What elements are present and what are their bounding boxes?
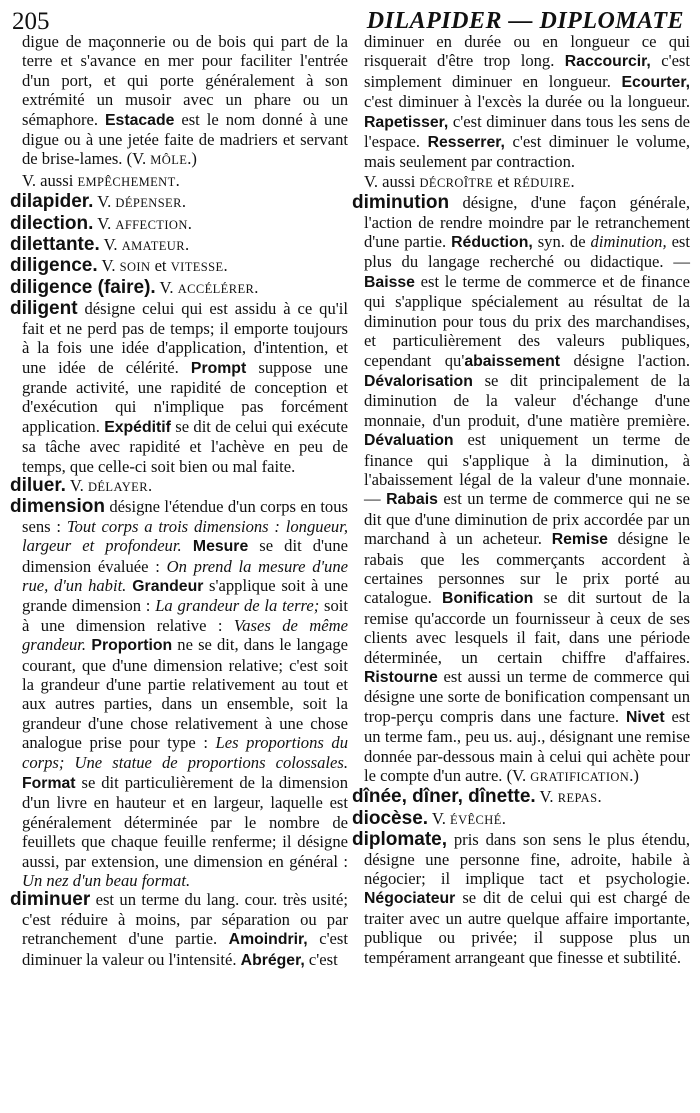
body-text: est aussi un terme de commerce qui désigne une sorte de bonification compensant un trop-perçu compris dans une facture. <box>364 667 690 726</box>
cross-reference: AFFECTION <box>115 217 188 232</box>
term: abaissement <box>464 352 561 370</box>
body-text: V. aussi <box>22 170 78 190</box>
term: Nivet <box>625 708 665 726</box>
body-text: est un terme de commerce qui ne se dit que d'une diminution de prix accordée par un marchand à un acheteur. <box>364 489 690 549</box>
term: Rabais <box>386 491 438 509</box>
body-text: est le nom donné à une digue ou à une jetée faite de madriers et servant de brise-lames. (V. <box>22 109 348 169</box>
body-text: . <box>187 213 192 233</box>
body-text: c'est diminuer le volume, mais seulement par contraction. <box>364 132 690 172</box>
entry-diocese <box>352 809 690 830</box>
cross-reference: DÉLAYER <box>87 479 148 494</box>
headword: diminution <box>352 192 450 214</box>
example: Un nez d'un beau format. <box>22 871 191 891</box>
headword: dilettante. <box>10 234 100 256</box>
body-text: V. <box>99 235 122 255</box>
body-text: se dit d'une dimension évaluée : <box>22 536 349 576</box>
entry-diminution <box>352 193 690 787</box>
body-text: est un terme du lang. cour. très usité; c'est réduire à moins, par séparation ou par retranchement d'une partie. <box>22 890 348 949</box>
headword: dilection. <box>10 212 94 234</box>
term: Grandeur <box>126 577 204 595</box>
body-text: suppose une grande activité, une rapidité de conception et d'exécution qui n'implique pas forcément application. <box>22 357 348 436</box>
body-text: syn. de <box>532 232 591 252</box>
cross-reference: GRATIFICATION <box>530 770 630 785</box>
body-text: pris dans son sens le plus étendu, désigne une personne fine, adroite, habile à négocier; il implique tact et psychologie. <box>364 830 690 889</box>
headword: diligence (faire). <box>10 276 156 298</box>
entry-dilettante <box>10 235 348 256</box>
body-text: désigne celui qui est assidu à ce qu'il fait et ne perd pas de temps; il emporte toujours à la fois une idée d'application, d'intention, et une idée de célérité. <box>22 299 348 377</box>
term: Format <box>22 775 76 793</box>
term: Rapetisser, <box>364 113 449 131</box>
body-text: . <box>175 170 180 190</box>
cross-reference: MÔLE <box>150 153 188 168</box>
term: Expéditif <box>104 418 171 436</box>
term: Ecourter, <box>621 73 690 91</box>
body-text: est le terme de commerce et de finance qui s'applique spécialement au résultat de la diminution pour tous du prix des marchandises, et particulièrement des valeurs publiques, cependant qu' <box>364 271 690 370</box>
term: Réduction, <box>451 234 533 252</box>
body-text: se dit surtout de la remise qu'accorde un fournisseur à ceux de ses clients avec lesquels il fait, dans une période déterminée, un certain chiffre d'affaires. <box>364 588 690 667</box>
body-text: soit à une dimension relative : <box>22 596 349 635</box>
term: Prompt <box>190 359 247 377</box>
term: Ristourne <box>364 669 438 686</box>
entry-dilapider <box>10 192 348 213</box>
body-text: désigne l'action. <box>560 350 690 370</box>
body-text: se dit particulièrement de la dimension d'un livre en hauteur et en largeur, laquelle est généralement déterminée par le nombre de feuillets que chaque feuille renferme; il désigne aussi, par extension, une dimension en général : <box>22 773 348 871</box>
headword: diplomate, <box>352 829 448 851</box>
term: Abréger, <box>240 951 305 969</box>
cross-reference: ÉVÊCHÉ <box>450 812 502 827</box>
body-text: et <box>150 256 171 276</box>
body-text: . <box>184 235 190 255</box>
body-text: . <box>181 192 186 212</box>
body-text: diminuer en durée ou en longueur ce qui risquerait d'être trop long. <box>364 32 690 71</box>
body-text: c'est diminuer à l'excès la durée ou la longueur. <box>364 92 690 112</box>
example: La grandeur de la terre; <box>155 596 320 616</box>
entry-diplomate <box>352 830 690 967</box>
text-columns <box>10 32 690 970</box>
body-text: se dit de celui qui est chargé de traiter avec un autre quelque affaire importante, publique ou privée; il suppose plus un tempérament arrangeant que finesse et subtilité. <box>364 888 690 967</box>
entry-dinee <box>352 787 690 808</box>
term: Proportion <box>86 637 173 655</box>
body-text: c'est <box>304 949 338 969</box>
term: Remise <box>551 531 608 549</box>
right-column <box>352 32 690 970</box>
body-text: V. <box>65 475 88 495</box>
cross-reference: SOIN <box>119 260 151 275</box>
body-text: V. aussi <box>364 171 420 191</box>
body-text: . <box>597 787 602 807</box>
cross-reference: DÉCROÎTRE <box>419 175 494 190</box>
body-text: . <box>147 475 153 495</box>
term: Bonification <box>442 590 534 608</box>
entry-continuation <box>10 32 348 171</box>
body-text: . <box>223 256 228 276</box>
headword: diligence. <box>10 255 98 277</box>
body-text: et <box>493 171 514 191</box>
example: Vases de même grandeur. <box>22 615 348 655</box>
term: Estacade <box>105 111 175 129</box>
example: On prend la mesure d'une rue, d'un habit. <box>22 556 348 595</box>
body-text: est un terme fam., peu us. auj., désignant une remise donnée par-dessous main à celui qui achète pour le compte d'un autre. (V. <box>364 706 690 786</box>
headword: dilapider. <box>10 191 94 213</box>
cross-reference: REPAS <box>557 791 598 806</box>
left-column <box>10 32 348 970</box>
headword: diocèse. <box>352 807 429 829</box>
body-text: V. <box>155 277 178 297</box>
body-text: V. <box>97 256 120 276</box>
body-text: . <box>570 171 575 191</box>
body-text: ne se dit, dans le langage courant, que d'une dimension relative; c'est soit la grandeur d'une partie relativement au tout et aux autres parties, dans un ensemble, soit la grandeur d'une chose relativement à une chose analogue prise pour type : <box>22 635 349 753</box>
term: Raccourcir, <box>564 53 651 71</box>
cross-reference: DÉPENSER <box>115 196 182 211</box>
cross-reference: EMPÊCHEMENT <box>77 174 176 189</box>
cross-reference: VITESSE <box>170 260 224 275</box>
headword: dînée, dîner, dînette. <box>352 786 536 808</box>
term: Mesure <box>181 538 249 556</box>
headword: diminuer <box>10 889 91 911</box>
entry-diligence-faire <box>10 278 348 299</box>
entry-dimension <box>10 497 348 890</box>
entry-diligence <box>10 256 348 277</box>
body-text: c'est diminuer la valeur ou l'intensité. <box>22 929 348 969</box>
example: Tout corps a trois dimensions : longueur, largeur et profondeur. <box>22 516 348 556</box>
example: Les proportions du corps; Une statue de proportions colossales. <box>22 733 348 772</box>
cross-reference: AMATEUR <box>121 239 185 254</box>
body-text: V. <box>93 192 116 212</box>
term: Dévaluation <box>364 432 454 450</box>
see-also <box>352 172 690 193</box>
entry-dilection <box>10 214 348 235</box>
entry-continuation <box>352 32 690 172</box>
term: Amoindrir, <box>228 931 308 949</box>
body-text: c'est diminuer dans tous les sens de l'espace. <box>364 111 690 152</box>
entry-diminuer <box>10 890 348 970</box>
cross-reference: ACCÉLÉRER <box>177 281 255 296</box>
body-text: V. <box>535 787 558 807</box>
body-text: se dit de celui qui exécute sa tâche avec rapidité et l'achève en peu de temps, que celle-ci soit bien ou mal faite. <box>22 416 348 476</box>
body-text: . <box>254 277 259 297</box>
body-text: désigne l'étendue d'un corps en tous sens : <box>22 497 348 536</box>
body-text: désigne le rabais que les commerçants accordent à certaines personnes sur le prix porté au catalogue. <box>364 529 690 608</box>
term: Resserrer, <box>427 134 505 152</box>
body-text: .) <box>629 766 639 786</box>
headword: diluer. <box>10 474 66 496</box>
body-text: est uniquement un terme de finance qui s'applique à la diminution, à l'abaissement légal de la valeur d'une monnaie. — <box>364 430 690 509</box>
body-text: c'est simplement diminuer en longueur. <box>364 51 691 91</box>
page-number: 205 <box>12 8 50 35</box>
body-text: se dit principalement de la diminution de la valeur d'échange d'une monnaie, d'un produit, d'une matière première. <box>364 370 690 430</box>
running-head: DILAPIDER — DIPLOMATE <box>366 8 684 34</box>
term: Négociateur <box>364 890 456 908</box>
body-text: s'applique soit à une grande dimension : <box>22 575 348 616</box>
example: diminution, <box>590 232 667 252</box>
headword: dimension <box>10 496 106 518</box>
cross-reference: RÉDUIRE <box>513 175 571 190</box>
entry-diligent <box>10 299 348 476</box>
body-text: V. <box>428 808 451 828</box>
body-text: digue de maçonnerie ou de bois qui part de la terre et s'avance en mer pour faciliter l'entrée d'un port, et qui porte généralement à son extrémité un musoir avec un phare ou un sémaphore. <box>22 32 348 129</box>
see-also <box>10 171 348 192</box>
headword: diligent <box>10 298 78 320</box>
body-text: désigne, d'une façon générale, l'action de rendre moindre par le retranchement d'une partie. <box>364 193 690 252</box>
entry-diluer <box>10 476 348 497</box>
body-text: V. <box>93 213 116 233</box>
body-text: est plus du langage recherché ou didactique. — <box>364 232 690 272</box>
body-text: . <box>501 808 506 828</box>
body-text: .) <box>187 149 197 169</box>
term: Dévalorisation <box>364 372 473 390</box>
term: Baisse <box>364 273 415 291</box>
